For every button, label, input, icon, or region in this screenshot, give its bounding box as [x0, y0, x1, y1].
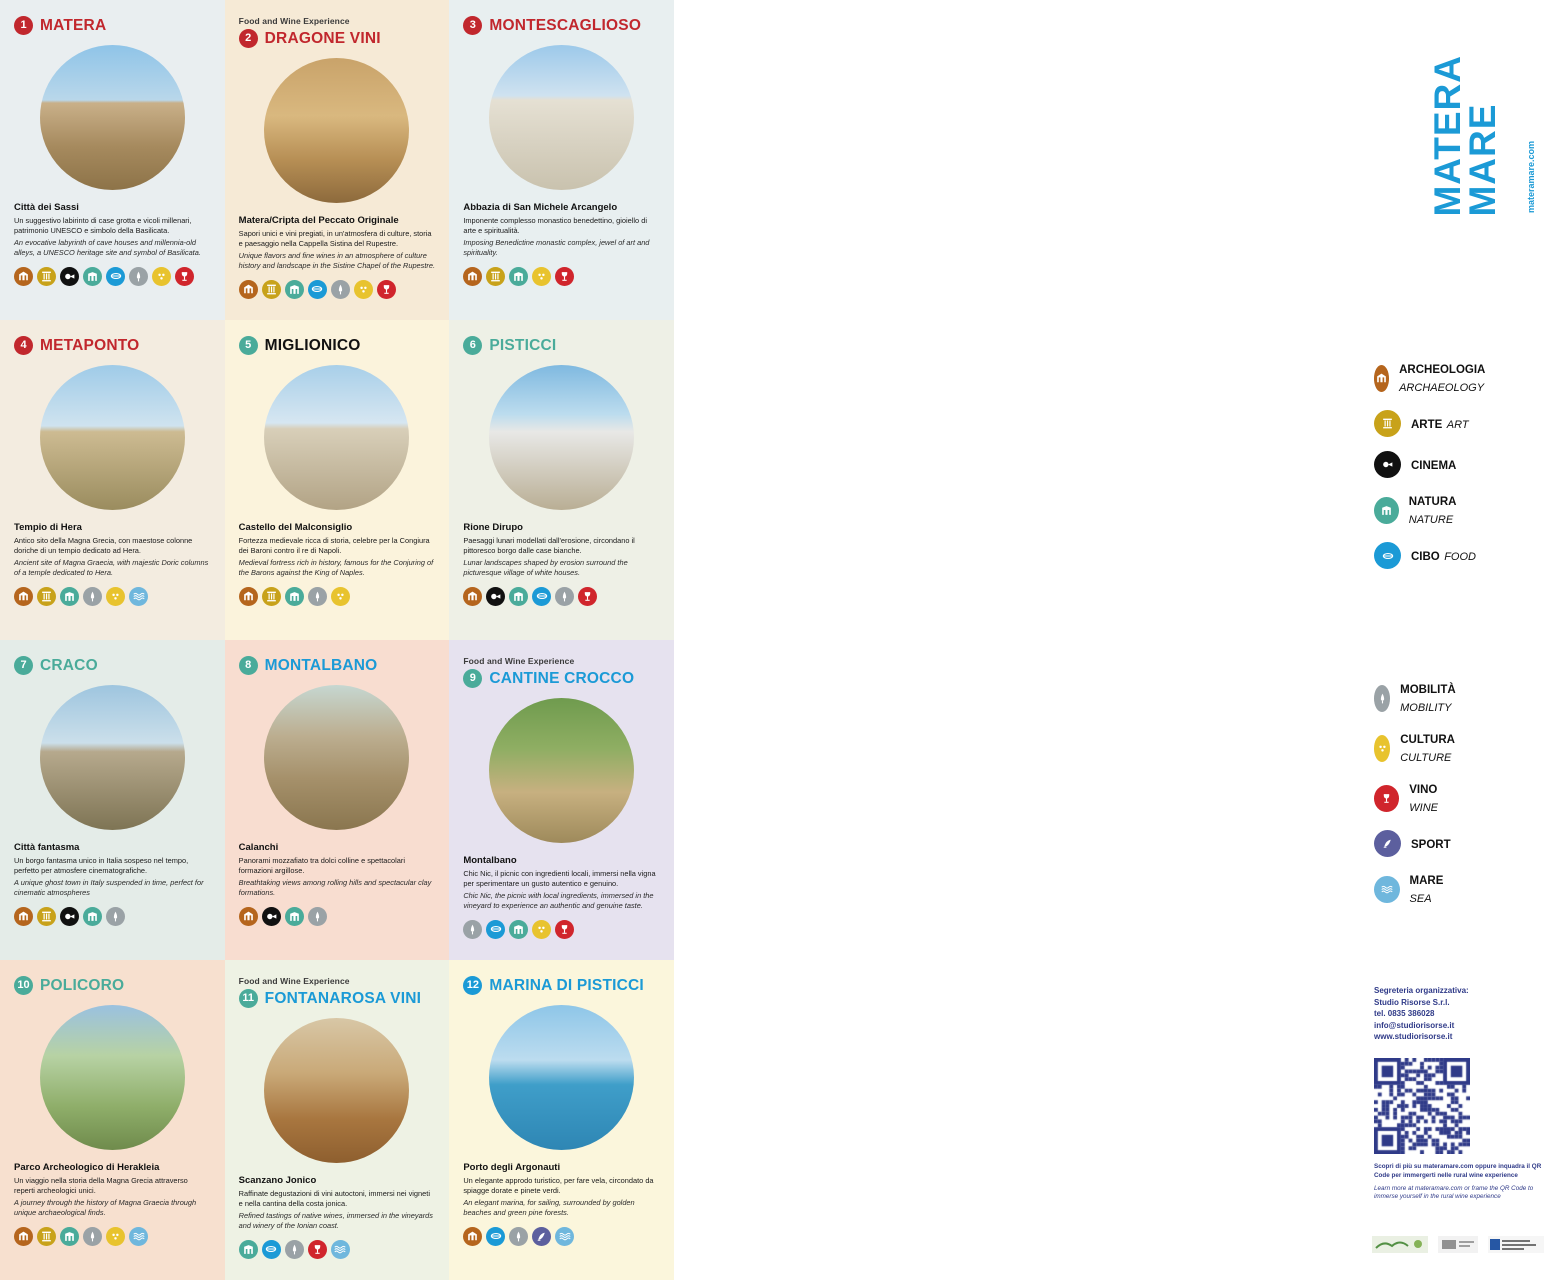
cibo-icon[interactable]: [308, 280, 327, 299]
card-title-row: [463, 976, 660, 995]
card-number-badge: 6: [463, 336, 482, 355]
arte-icon: [1374, 410, 1401, 437]
organizer-line-1: Segreteria organizzativa:: [1374, 986, 1469, 995]
destination-card[interactable]: [449, 960, 674, 1280]
mobilita-icon[interactable]: [83, 1227, 102, 1246]
mare-icon[interactable]: [555, 1227, 574, 1246]
card-title: CANTINE CROCCO: [489, 669, 635, 687]
card-subtitle: Città dei Sassi: [14, 202, 79, 213]
card-photo: [40, 1005, 185, 1150]
card-category-icons: [14, 907, 211, 926]
brand-logo-line1: MATERA: [1427, 55, 1468, 217]
card-photo: [40, 365, 185, 510]
card-title-row: [239, 336, 436, 355]
sponsor-logo-1: [1372, 1236, 1428, 1253]
card-category-icons: [463, 1227, 660, 1246]
card-title: PISTICCI: [489, 336, 557, 354]
legend-top: [1374, 360, 1497, 583]
cibo-icon[interactable]: [106, 267, 125, 286]
natura-icon[interactable]: [60, 587, 79, 606]
arte-icon[interactable]: [37, 1227, 56, 1246]
card-title: POLICORO: [40, 976, 125, 994]
destination-card[interactable]: [225, 320, 450, 640]
archeologia-icon[interactable]: [463, 587, 482, 606]
legend-item: [1374, 780, 1467, 816]
mare-icon[interactable]: [129, 1227, 148, 1246]
natura-icon[interactable]: [285, 280, 304, 299]
archeologia-icon[interactable]: [14, 587, 33, 606]
sport-icon[interactable]: [532, 1227, 551, 1246]
card-eyebrow: Food and Wine Experience: [238, 16, 350, 26]
legend-label-it: CINEMA: [1411, 459, 1457, 472]
card-category-icons: [14, 1227, 211, 1246]
cultura-icon[interactable]: [331, 587, 350, 606]
destination-card[interactable]: [0, 640, 225, 960]
card-description-en: Ancient site of Magna Graecia, with majestic Doric columns of a temple dedicated to Hera.: [14, 557, 209, 577]
legend-label-it: NATURA: [1408, 496, 1457, 508]
brand-logo: [1374, 55, 1564, 265]
card-description-it: Raffinate degustazioni di vini autoctoni, immersi nei vigneti e nella cantina della costa jonica.: [238, 1189, 430, 1208]
card-description-it: Un viaggio nella storia della Magna Grecia attraverso reperti archeologici unici.: [14, 1176, 188, 1195]
legend-labels: [1399, 360, 1497, 396]
legend-label-it: CULTURA: [1400, 734, 1455, 746]
card-subtitle: Montalbano: [463, 855, 517, 866]
qr-caption-en: Learn more at materamare.com or frame the QR Code to immerse yourself in the rural wine experience: [1374, 1184, 1534, 1201]
card-photo: [264, 1018, 409, 1163]
card-title: METAPONTO: [40, 336, 140, 354]
card-number-badge: 8: [239, 656, 258, 675]
natura-icon[interactable]: [509, 587, 528, 606]
organizer-block: [1374, 985, 1554, 1043]
legend-label-en: MOBILITY: [1400, 702, 1452, 714]
legend-label-it: MOBILITÀ: [1400, 684, 1456, 696]
card-number-badge: 11: [239, 989, 258, 1008]
legend-labels: [1400, 680, 1466, 716]
card-category-icons: [239, 280, 436, 299]
right-rail: [674, 0, 1542, 1280]
mare-icon[interactable]: [129, 587, 148, 606]
legend-label-it: MARE: [1409, 875, 1444, 887]
cibo-icon[interactable]: [486, 1227, 505, 1246]
legend-item: [1374, 830, 1467, 857]
card-title: DRAGONE VINI: [264, 29, 381, 47]
cinema-icon: [1374, 451, 1401, 478]
card-description-it: Sapori unici e vini pregiati, in un'atmosfera di culture, storia e paesaggio nella Cappella Sistina del Rupestre.: [238, 229, 432, 248]
vino-icon[interactable]: [377, 280, 396, 299]
qr-code[interactable]: [1374, 1058, 1470, 1154]
destination-card[interactable]: [225, 0, 450, 320]
legend-label-en: ART: [1446, 418, 1469, 431]
mobilita-icon[interactable]: [555, 587, 574, 606]
vino-icon[interactable]: [555, 267, 574, 286]
natura-icon[interactable]: [285, 907, 304, 926]
arte-icon[interactable]: [262, 280, 281, 299]
legend-label-it: CIBO: [1411, 550, 1440, 563]
destination-card[interactable]: [225, 640, 450, 960]
mobilita-icon[interactable]: [331, 280, 350, 299]
mobilita-icon[interactable]: [509, 1227, 528, 1246]
card-subtitle: Parco Archeologico di Herakleia: [14, 1162, 160, 1173]
cultura-icon[interactable]: [152, 267, 171, 286]
card-category-icons: [463, 920, 660, 939]
card-number-badge: 10: [14, 976, 33, 995]
natura-icon[interactable]: [285, 587, 304, 606]
card-photo: [40, 45, 185, 190]
natura-icon[interactable]: [509, 267, 528, 286]
card-description-en: An elegant marina, for sailing, surrounded by golden beaches and green pine forests.: [463, 1197, 635, 1217]
card-category-icons: [239, 907, 436, 926]
card-description-it: Chic Nic, il picnic con ingredienti locali, immersi nella vigna per sperimentare un gusto autentico e genuino.: [463, 869, 656, 888]
card-number-badge: 9: [463, 669, 482, 688]
card-number-badge: 5: [239, 336, 258, 355]
destination-card[interactable]: [0, 320, 225, 640]
card-title-row: [463, 16, 660, 35]
legend-item: [1374, 542, 1497, 569]
destination-card[interactable]: [449, 640, 674, 960]
card-description-en: Breathtaking views among rolling hills and spectacular clay formations.: [238, 877, 432, 897]
natura-icon: [1374, 497, 1399, 524]
legend-labels: [1411, 835, 1451, 853]
card-title-row: [463, 336, 660, 355]
card-subtitle: Calanchi: [238, 842, 279, 853]
card-title: MIGLIONICO: [264, 336, 361, 354]
arte-icon[interactable]: [37, 907, 56, 926]
card-title-row: [14, 336, 211, 355]
sport-icon: [1374, 830, 1401, 857]
cultura-icon: [1374, 735, 1390, 762]
vino-icon[interactable]: [175, 267, 194, 286]
mobilita-icon[interactable]: [285, 1240, 304, 1259]
card-category-icons: [463, 267, 660, 286]
card-description-it: Un suggestivo labirinto di case grotta e vicoli millenari, patrimonio UNESCO e simbolo della Basilicata.: [14, 216, 192, 235]
card-title-row: [239, 29, 436, 48]
cibo-icon[interactable]: [486, 920, 505, 939]
card-description-it: Un elegante approdo turistico, per fare vela, circondato da spiagge dorate e pinete verdi.: [463, 1176, 654, 1195]
card-description-en: Unique flavors and fine wines in an atmosphere of culture history and landscape in the Sistine Chapel of the Rupestre.: [238, 250, 436, 270]
card-description-it: Antico sito della Magna Grecia, con maestose colonne doriche di un tempio dedicato ad Hera.: [14, 536, 193, 555]
brand-logo-line2: MARE: [1462, 103, 1504, 217]
legend-labels: [1409, 780, 1466, 816]
legend-label-en: FOOD: [1444, 550, 1476, 563]
mobilita-icon[interactable]: [106, 907, 125, 926]
sponsor-logos: [1372, 1236, 1557, 1253]
arte-icon[interactable]: [262, 587, 281, 606]
cultura-icon[interactable]: [532, 920, 551, 939]
card-description-en: Refined tastings of native wines, immersed in the vineyards and winery of the Ionian coast.: [238, 1210, 433, 1230]
card-photo: [264, 685, 409, 830]
archeologia-icon[interactable]: [14, 267, 33, 286]
mobilita-icon[interactable]: [83, 587, 102, 606]
card-photo: [264, 365, 409, 510]
card-photo: [489, 365, 634, 510]
legend-item: [1374, 871, 1467, 907]
card-category-icons: [239, 587, 436, 606]
card-subtitle: Abbazia di San Michele Arcangelo: [463, 202, 618, 213]
organizer-website[interactable]: www.studiorisorse.it: [1374, 1032, 1453, 1042]
card-title: CRACO: [40, 656, 98, 674]
legend-label-it: VINO: [1409, 784, 1438, 796]
legend-label-en: CULTURE: [1400, 752, 1452, 764]
archeologia-icon[interactable]: [239, 587, 258, 606]
mare-icon[interactable]: [331, 1240, 350, 1259]
arte-icon[interactable]: [486, 267, 505, 286]
vino-icon[interactable]: [578, 587, 597, 606]
destination-card[interactable]: [225, 960, 450, 1280]
archeologia-icon[interactable]: [239, 280, 258, 299]
mobilita-icon[interactable]: [463, 920, 482, 939]
mobilita-icon[interactable]: [129, 267, 148, 286]
vino-icon: [1374, 785, 1399, 812]
card-title-row: [14, 656, 211, 675]
legend-labels: [1411, 547, 1476, 565]
card-title: MATERA: [40, 16, 107, 34]
card-description-en: An evocative labyrinth of cave houses and millennia-old alleys, a UNESCO heritage site and symbol of Basilicata.: [14, 237, 201, 257]
natura-icon[interactable]: [83, 267, 102, 286]
mobilita-icon[interactable]: [308, 587, 327, 606]
mobilita-icon[interactable]: [308, 907, 327, 926]
card-description-en: Lunar landscapes shaped by erosion surround the picturesque village of white houses.: [463, 557, 628, 577]
natura-icon[interactable]: [509, 920, 528, 939]
card-title-row: [14, 16, 211, 35]
legend-labels: [1410, 871, 1467, 907]
card-subtitle: Città fantasma: [14, 842, 80, 853]
legend-labels: [1411, 415, 1469, 433]
card-photo: [489, 1005, 634, 1150]
card-subtitle: Castello del Malconsiglio: [238, 522, 353, 533]
cibo-icon[interactable]: [262, 1240, 281, 1259]
arte-icon[interactable]: [37, 267, 56, 286]
card-title-row: [463, 669, 660, 688]
cinema-icon[interactable]: [262, 907, 281, 926]
card-photo: [489, 698, 634, 843]
legend-labels: [1400, 730, 1466, 766]
card-subtitle: Scanzano Jonico: [238, 1175, 317, 1186]
legend-label-it: ARTE: [1411, 418, 1443, 431]
card-description-en: Chic Nic, the picnic with local ingredients, immersed in the vineyard to experience an authentic and genuine taste.: [463, 890, 654, 910]
cinema-icon[interactable]: [60, 907, 79, 926]
cultura-icon[interactable]: [106, 587, 125, 606]
card-description-en: A unique ghost town in Italy suspended in time, perfect for cinematic atmospheres: [14, 877, 204, 897]
arte-icon[interactable]: [37, 587, 56, 606]
card-photo: [489, 45, 634, 190]
card-number-badge: 12: [463, 976, 482, 995]
destination-card[interactable]: [0, 960, 225, 1280]
legend-item: [1374, 451, 1497, 478]
natura-icon[interactable]: [83, 907, 102, 926]
archeologia-icon[interactable]: [14, 907, 33, 926]
mare-icon: [1374, 876, 1400, 903]
card-category-icons: [239, 1240, 436, 1259]
card-category-icons: [14, 587, 211, 606]
card-title: MARINA DI PISTICCI: [489, 976, 644, 994]
card-number-badge: 4: [14, 336, 33, 355]
card-title-row: [239, 989, 436, 1008]
brand-url: materamare.com: [1526, 141, 1536, 214]
destination-card[interactable]: [0, 0, 225, 320]
cultura-icon[interactable]: [354, 280, 373, 299]
card-title: MONTALBANO: [264, 656, 378, 674]
card-category-icons: [463, 587, 660, 606]
organizer-line-3: tel. 0835 386028: [1374, 1009, 1435, 1019]
card-number-badge: 1: [14, 16, 33, 35]
legend-label-en: SEA: [1409, 893, 1432, 905]
card-description-it: Imponente complesso monastico benedettino, gioiello di arte e spiritualità.: [463, 216, 647, 235]
organizer-email[interactable]: info@studiorisorse.it: [1374, 1020, 1455, 1030]
card-description-it: Un borgo fantasma unico in Italia sospeso nel tempo, perfetto per atmosfere cinematografiche.: [14, 856, 189, 875]
card-title-row: [14, 976, 211, 995]
card-number-badge: 3: [463, 16, 482, 35]
cinema-icon[interactable]: [486, 587, 505, 606]
qr-caption-it: Scopri di più su materamare.com oppure inquadra il QR Code per immergerti nelle rural wine experience: [1374, 1163, 1542, 1179]
card-description-en: Medieval fortress rich in history, famous for the Conjuring of the Barons against the King of Naples.: [238, 557, 434, 577]
archeologia-icon[interactable]: [463, 1227, 482, 1246]
qr-caption: [1374, 1163, 1549, 1202]
destinations-grid: [0, 0, 674, 1280]
cibo-icon: [1374, 542, 1401, 569]
archeologia-icon[interactable]: [463, 267, 482, 286]
legend-labels: [1411, 456, 1456, 474]
legend-label-en: ARCHAEOLOGY: [1399, 382, 1485, 394]
card-description-en: Imposing Benedictine monastic complex, jewel of art and spirituality.: [463, 237, 650, 257]
destination-card[interactable]: [449, 320, 674, 640]
legend-bottom: [1374, 680, 1467, 921]
card-description-en: A journey through the history of Magna Graecia through unique archaeological finds.: [14, 1197, 197, 1217]
cibo-icon[interactable]: [532, 587, 551, 606]
card-subtitle: Matera/Cripta del Peccato Originale: [238, 215, 399, 226]
legend-label-it: SPORT: [1411, 838, 1451, 851]
legend-item: [1374, 410, 1497, 437]
destination-card[interactable]: [449, 0, 674, 320]
natura-icon[interactable]: [60, 1227, 79, 1246]
legend-label-en: WINE: [1409, 802, 1438, 814]
card-number-badge: 2: [239, 29, 258, 48]
card-description-it: Panorami mozzafiato tra dolci colline e spettacolari formazioni argillose.: [238, 856, 406, 875]
legend-item: [1374, 680, 1467, 716]
card-photo: [40, 685, 185, 830]
card-title: FONTANAROSA VINI: [264, 989, 422, 1007]
card-number-badge: 7: [14, 656, 33, 675]
mobilita-icon: [1374, 685, 1390, 712]
legend-label-en: NATURE: [1408, 514, 1454, 526]
card-title-row: [239, 656, 436, 675]
legend-label-it: ARCHEOLOGIA: [1399, 364, 1486, 376]
archeologia-icon[interactable]: [239, 907, 258, 926]
vino-icon[interactable]: [308, 1240, 327, 1259]
legend-item: [1374, 360, 1497, 396]
natura-icon[interactable]: [239, 1240, 258, 1259]
archeologia-icon[interactable]: [14, 1227, 33, 1246]
card-description-it: Paesaggi lunari modellati dall'erosione, circondano il pittoresco borgo dalle case bianche.: [463, 536, 635, 555]
legend-item: [1374, 730, 1467, 766]
card-subtitle: Tempio di Hera: [14, 522, 82, 533]
vino-icon[interactable]: [555, 920, 574, 939]
legend-item: [1374, 492, 1497, 528]
legend-labels: [1409, 492, 1498, 528]
card-subtitle: Porto degli Argonauti: [463, 1162, 561, 1173]
card-title: MONTESCAGLIOSO: [489, 16, 642, 34]
card-eyebrow: Food and Wine Experience: [238, 976, 350, 986]
card-eyebrow: Food and Wine Experience: [463, 656, 575, 666]
card-category-icons: [14, 267, 211, 286]
cultura-icon[interactable]: [106, 1227, 125, 1246]
card-photo: [264, 58, 409, 203]
archeologia-icon: [1374, 365, 1389, 392]
sponsor-logo-2: [1438, 1236, 1478, 1253]
organizer-line-2: Studio Risorse S.r.l.: [1374, 997, 1450, 1007]
card-subtitle: Rione Dirupo: [463, 522, 523, 533]
cultura-icon[interactable]: [532, 267, 551, 286]
card-description-it: Fortezza medievale ricca di storia, celebre per la Congiura dei Baroni contro il re di Napoli.: [238, 536, 430, 555]
cinema-icon[interactable]: [60, 267, 79, 286]
sponsor-logo-3: [1488, 1236, 1544, 1253]
